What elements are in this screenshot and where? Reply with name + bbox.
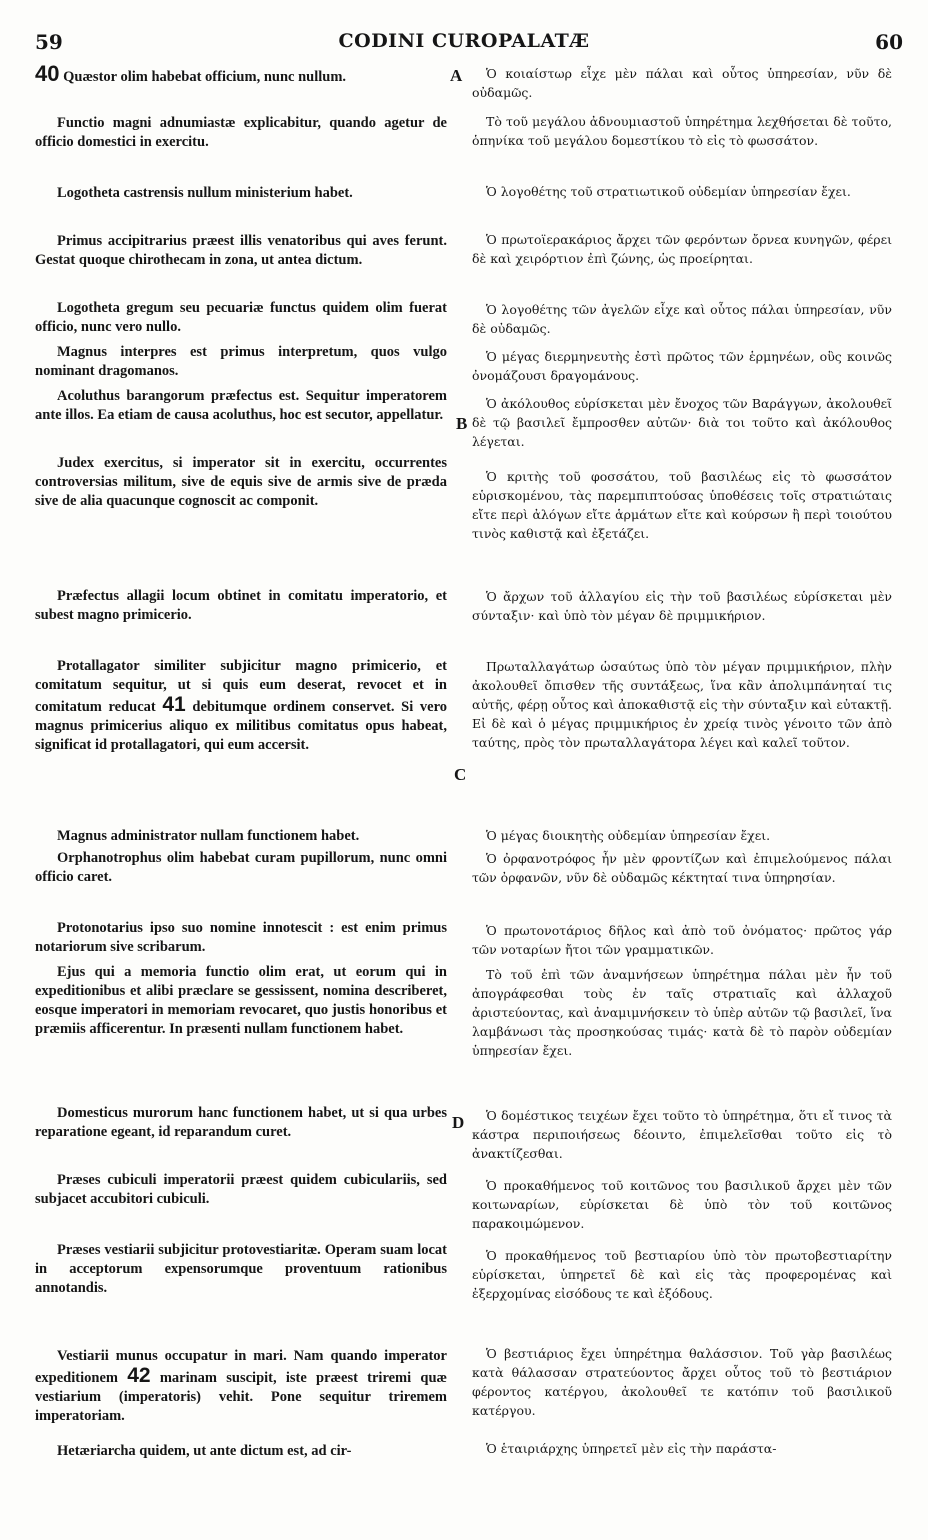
latin-paragraph: Hetæriarcha quidem, ut ante dictum est, ad cir- — [57, 1443, 352, 1459]
greek-paragraph: Ὁ μέγας διερμηνευτὴς ἐστὶ πρῶτος τῶν ἑρμηνέων, οὓς κοινῶς ὀνομάζουσι δραγομάνους. — [472, 349, 892, 383]
latin-paragraph: Ejus qui a memoria functio olim erat, ut eorum qui in expeditionibus et alibi præclare se gessissent, nomina describeret, eosque imperatori in memoriam revocaret, quo justis honoribus et præmiis afficerentur. In præsenti nullam functionem habet. — [35, 964, 447, 1037]
latin-paragraph: Magnus administrator nullam functionem habet. — [57, 828, 360, 844]
latin-paragraph: Præses cubiculi imperatorii præest quidem cubiculariis, sed subjacet accubitori cubiculi. — [35, 1172, 447, 1207]
greek-paragraph: Ὁ ἄρχων τοῦ ἀλλαγίου εἰς τὴν τοῦ βασιλέως εὑρίσκεται μὲν σύνταξιν· καὶ ὑπὸ τὸν μέγαν δὲ πριμμικήριον. — [472, 589, 892, 623]
greek-paragraph: Ὁ πρωτονοτάριος δῆλος καὶ ἀπὸ τοῦ ὀνόματος· πρῶτος γάρ τῶν νοταρίων ἤτοι τῶν γραμματικῶν. — [472, 923, 892, 957]
greek-paragraph: Τὸ τοῦ ἐπὶ τῶν ἀναμνήσεων ὑπηρέτημα πάλαι μὲν ἦν τοῦ ἀπογράφεσθαι τοὺς ἐν ταῖς στρατιαῖς καὶ ἀλλαχοῦ ἀριστεύοντας, καὶ ἀναμιμνήσκειν τὸ ὑπὲρ αὐτῶν τῷ βασιλεῖ, ἵνα λαμβάνωσι τὰς προσηκούσας τιμάς· κατὰ δὲ τὸ παρὸν οὐδεμίαν ὑπηρεσίαν ἔχει. — [472, 967, 892, 1058]
right-page-number: 60 — [875, 30, 903, 54]
margin-letter: B — [456, 414, 468, 433]
margin-letter: D — [452, 1113, 465, 1132]
latin-paragraph: Præses vestiarii subjicitur protovestiaritæ. Operam suam locat in acceptorum expensorumque proventuum rationibus annotandis. — [35, 1242, 447, 1296]
greek-paragraph: Ὁ μέγας διοικητὴς οὐδεμίαν ὑπηρεσίαν ἔχει. — [486, 828, 771, 843]
greek-paragraph: Ὁ κοιαίστωρ εἶχε μὲν πάλαι καὶ οὗτος ὑπηρεσίαν, νῦν δὲ οὐδαμῶς. — [472, 66, 892, 100]
latin-paragraph: 40 Quæstor olim habebat officium, nunc nullum. — [35, 61, 347, 86]
latin-paragraph: Acoluthus barangorum præfectus est. Sequitur imperatorem ante illos. Ea etiam de causa acoluthus, hoc est secutor, appellatur. — [35, 388, 447, 423]
greek-paragraph: Τὸ τοῦ μεγάλου ἀδνουμιαστοῦ ὑπηρέτημα λεχθήσεται δὲ τοῦτο, ὁπηνίκα τοῦ μεγάλου δομεστίκου τὸ εἰς τὸ φωσσάτον. — [472, 114, 892, 148]
latin-paragraph: Primus accipitrarius præest illis venatoribus qui aves ferunt. Gestat quoque chirothecam in zona, ut antea dictum. — [35, 233, 447, 268]
running-header — [0, 30, 928, 60]
latin-paragraph: Præfectus allagii locum obtinet in comitatu imperatorio, et subest magno primicerio. — [35, 588, 447, 623]
greek-paragraph: Ὁ δομέστικος τειχέων ἔχει τοῦτο τὸ ὑπηρέτημα, ὅτι εἴ τινος τὰ κάστρα περιποιήσεως δέοιντο, ἐπιμελεῖσθαι τοῦτο εἰς τὸ ἀνακτίζεσθαι. — [472, 1108, 892, 1161]
latin-paragraph: Logotheta castrensis nullum ministerium habet. — [57, 185, 353, 201]
latin-paragraph: Domesticus murorum hanc functionem habet, ut si qua urbes reparatione egeant, id reparandum curet. — [35, 1105, 447, 1140]
left-page-number: 59 — [35, 30, 63, 54]
margin-letter: A — [450, 66, 463, 85]
greek-paragraph: Πρωταλλαγάτωρ ὡσαύτως ὑπὸ τὸν μέγαν πριμμικήριον, πλὴν ἀκολουθεῖ ὄπισθεν τῆς συντάξεως, ἵνα κἂν ἀπολιμπάνηταί τις αὐτῆς, φέρῃ οὗτος καὶ ἀποκαθιστᾷ εἰς τὴν σύνταξιν καὶ εὐτακτῇ. Εἰ δὲ καὶ ὁ μέγας πριμμικήριος ἐν χρείᾳ τινὸς γένοιτο τῶν ἀπὸ ταύτης, πρὸς τὸν πρωταλλαγάτορα λέγει καὶ καλεῖ τοῦτον. — [472, 659, 892, 750]
latin-paragraph: Functio magni adnumiastæ explicabitur, quando agetur de officio domestici in exercitu. — [35, 115, 447, 150]
section-number: 42 — [127, 1364, 151, 1387]
latin-paragraph: Orphanotrophus olim habebat curam pupillorum, nunc omni officio caret. — [35, 850, 447, 885]
greek-paragraph: Ὁ προκαθήμενος τοῦ κοιτῶνος του βασιλικοῦ ἄρχει μὲν τῶν κοιτωναρίων, εὑρίσκεται δὲ ὑπὸ τὸν τοῦ κοιτῶνος παρακοιμώμενον. — [472, 1178, 892, 1231]
greek-paragraph: Ὁ λογοθέτης τῶν ἀγελῶν εἶχε καὶ οὗτος πάλαι ὑπηρεσίαν, νῦν δὲ οὐδαμῶς. — [472, 302, 892, 336]
section-number: 41 — [162, 693, 186, 716]
latin-paragraph: Logotheta gregum seu pecuariæ functus quidem olim fuerat officio, nunc vero nullo. — [35, 300, 447, 335]
greek-paragraph: Ὁ προκαθήμενος τοῦ βεστιαρίου ὑπὸ τὸν πρωτοβεστιαρίτην εὑρίσκεται, ὑπηρετεῖ δὲ καὶ εἰς τὰς προφερομένας καὶ ἐξερχομίνας εἰσόδους τε καὶ ἐξόδους. — [472, 1248, 892, 1301]
greek-paragraph: Ὁ κριτὴς τοῦ φοσσάτου, τοῦ βασιλέως εἰς τὸ φωσσάτον εὑρισκομένου, τὰς παρεμπιπτούσας ὑποθέσεις τοῖς στρατιώταις εἴτε περὶ ἀλόγων εἴτε ἁρμάτων εἴτε καὶ κούρσων ἢ περὶ τοιούτου τινὸς καθιστᾷ καὶ ἐξετάζει. — [472, 469, 892, 541]
latin-paragraph: Vestiarii munus occupatur in mari. Nam quando imperator expeditionem 42 marinam suscipit, iste præest triremi quæ vestiarium (imperatoris) vehit. Pone sequitur triremem imperatoriam. — [35, 1348, 448, 1424]
section-number: 40 — [35, 61, 60, 86]
margin-letter: C — [454, 765, 467, 784]
latin-paragraph: Judex exercitus, si imperator sit in exercitu, occurrentes controversias militum, sive de equis sive de armis sive de præda sive de alia quacunque cognoscit ac componit. — [35, 455, 447, 509]
latin-paragraph: Protonotarius ipso suo nomine innotescit : est enim primus notariorum sive scribarum. — [35, 920, 447, 955]
latin-paragraph: Magnus interpres est primus interpretum, quos vulgo nominant dragomanos. — [35, 344, 447, 379]
greek-paragraph: Ὁ λογοθέτης τοῦ στρατιωτικοῦ οὐδεμίαν ὑπηρεσίαν ἔχει. — [486, 184, 851, 199]
greek-paragraph: Ὁ ἑταιριάρχης ὑπηρετεῖ μὲν εἰς τὴν παράστα- — [486, 1441, 777, 1456]
running-title: CODINI CUROPALATÆ — [338, 30, 590, 52]
greek-paragraph: Ὁ ἀκόλουθος εὑρίσκεται μὲν ἔνοχος τῶν Βαράγγων, ἀκολουθεῖ δὲ τῷ βασιλεῖ ἔμπροσθεν αὐτῶν· διὰ τοι τοῦτο καὶ ἀκόλουθος λέγεται. — [472, 396, 892, 449]
greek-paragraph: Ὁ ὀρφανοτρόφος ἦν μὲν φροντίζων καὶ ἐπιμελούμενος πάλαι τῶν ὀρφανῶν, νῦν δὲ οὐδαμῶς κέκτηταί τινα ὑπηρησίαν. — [472, 851, 892, 885]
greek-paragraph: Ὁ βεστιάριος ἔχει ὑπηρέτημα θαλάσσιον. Τοῦ γὰρ βασιλέως κατὰ θάλασσαν στρατεύοντος ἄρχει οὗτος τοῦ τὸ βεστιάριον φέροντος κατέργου, ἀκολουθεῖ τε κατόπιν τοῦ βασιλικοῦ κατέργου. — [472, 1346, 892, 1418]
greek-paragraph: Ὁ πρωτοϊερακάριος ἄρχει τῶν φερόντων ὄρνεα κυνηγῶν, φέρει δὲ καὶ χειρόρτιον ἐπὶ ζώνης, ὡς προείρηται. — [472, 232, 892, 266]
latin-paragraph: Protallagator similiter subjicitur magno primicerio, et comitatum sequitur, ut si quis eum deserat, revocet et in comitatum reducat 41 debitumque ordinem conservet. Si vero magnus primicerius aliquo ex militibus comitatus opus habeat, significat id protallagatori, qui eum accersit. — [35, 658, 448, 753]
